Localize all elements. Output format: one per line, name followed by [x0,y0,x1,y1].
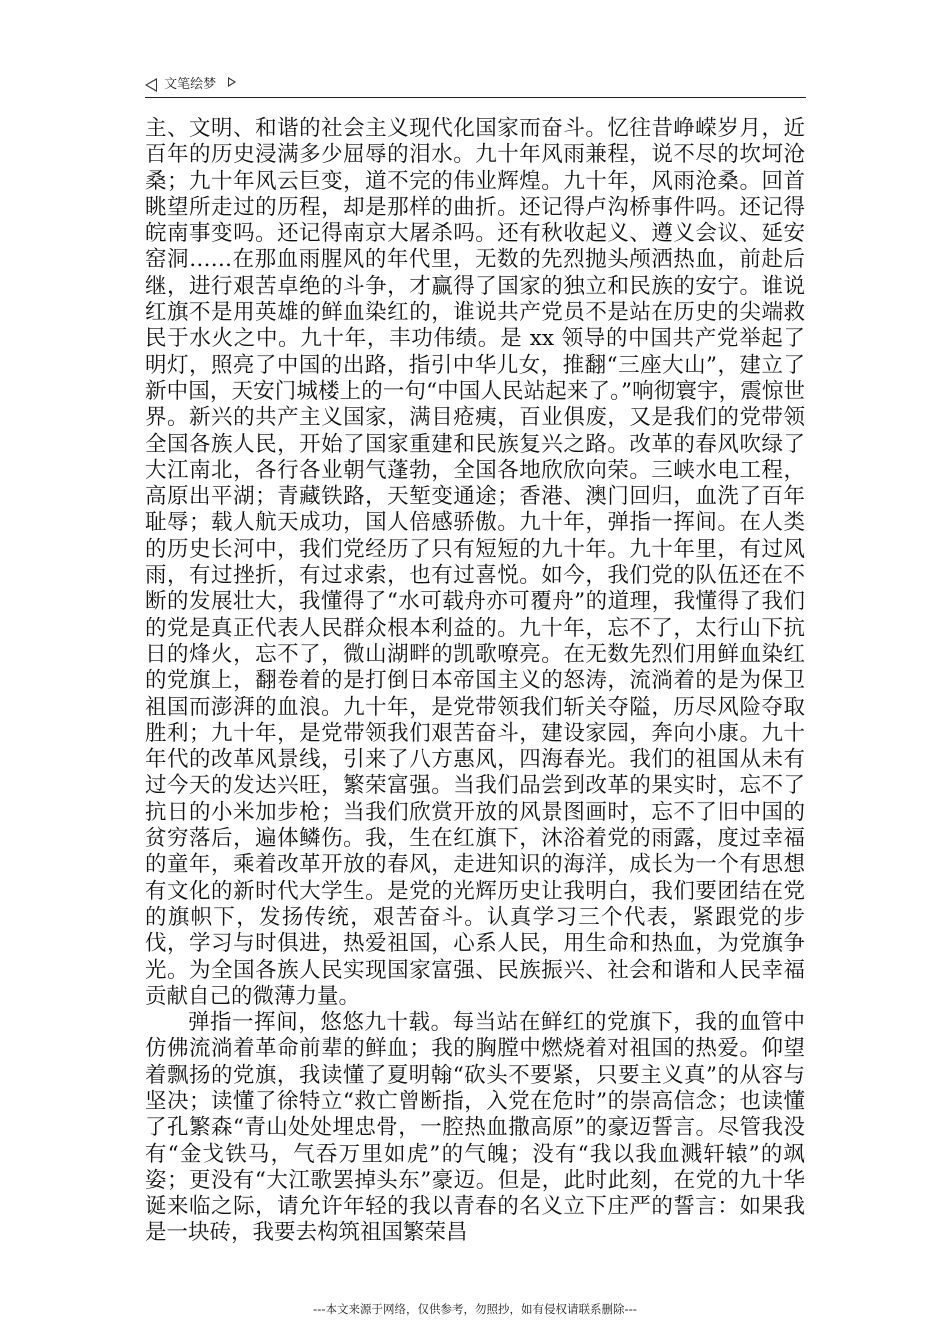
header-divider [145,97,806,98]
body-paragraph-1: 主、文明、和谐的社会主义现代化国家而奋斗。忆往昔峥嵘岁月，近百年的历史浸满多少屈辱的泪水。九十年风雨兼程，说不尽的坎坷沧桑；九十年风云巨变，道不完的伟业辉煌。九十年，风雨沧桑。回首眺望所走过的历程，却是那样的曲折。还记得卢沟桥事件吗。还记得皖南事变吗。还记得南京大屠杀吗。还有秋收起义、遵义会议、延安窑洞……在那血雨腥风的年代里，无数的先烈抛头颅洒热血，前赴后继，进行艰苦卓绝的斗争，才赢得了国家的独立和民族的安宁。谁说红旗不是用英雄的鲜血染红的，谁说共产党员不是站在历史的尖端救民于水火之中。九十年，丰功伟绩。是 xx 领导的中国共产党举起了明灯，照亮了中国的出路，指引中华儿女，推翻“三座大山”，建立了新中国，天安门城楼上的一句“中国人民站起来了。”响彻寰宇，震惊世界。新兴的共产主义国家，满目疮痍，百业俱废，又是我们的党带领全国各族人民，开始了国家重建和民族复兴之路。改革的春风吹绿了大江南北，各行各业朝气蓬勃，全国各地欣欣向荣。三峡水电工程，高原出平湖；青藏铁路，天堑变通途；香港、澳门回归，血洗了百年耻辱；载人航天成功，国人倍感骄傲。九十年，弹指一挥间。在人类的历史长河中，我们党经历了只有短短的九十年。九十年里，有过风雨，有过挫折，有过求索，也有过喜悦。如今，我们党的队伍还在不断的发展壮大，我懂得了“水可载舟亦可覆舟”的道理，我懂得了我们的党是真正代表人民群众根本利益的。九十年，忘不了，太行山下抗日的烽火，忘不了，微山湖畔的凯歌嘹亮。在无数先烈们用鲜血染红的党旗上，翻卷着的是打倒日本帝国主义的怒涛，流淌着的是为保卫祖国而澎湃的血浪。九十年，是党带领我们斩关夺隘，历尽风险夺取胜利；九十年，是党带领我们艰苦奋斗，建设家园，奔向小康。九十年代的改革风景线，引来了八方惠风，四海春光。我们的祖国从未有过今天的发达兴旺，繁荣富强。当我们品尝到改革的果实时，忘不了抗日的小米加步枪；当我们欣赏开放的风景图画时，忘不了旧中国的贫穷落后，遍体鳞伤。我，生在红旗下，沐浴着党的雨露，度过幸福的童年，乘着改革开放的春风，走进知识的海洋，成长为一个有思想有文化的新时代大学生。是党的光辉历史让我明白，我们要团结在党的旗帜下，发扬传统，艰苦奋斗。认真学习三个代表，紧跟党的步伐，学习与时俱进，热爱祖国，心系人民，用生命和热血，为党旗争光。为全国各族人民实现国家富强、民族振兴、社会和谐和人民幸福贡献自己的微薄力量。 [145,116,805,1009]
triangle-left-icon [145,78,157,92]
header-title: 文笔绘梦 [164,77,217,92]
triangle-right-icon [228,77,236,87]
document-body [145,116,805,1247]
body-paragraph-2: 弹指一挥间，悠悠九十载。每当站在鲜红的党旗下，我的血管中仿佛流淌着革命前辈的鲜血；我的胸膛中燃烧着对祖国的热爱。仰望着飘扬的党旗，我读懂了夏明翰“砍头不要紧，只要主义真”的从容与坚决；读懂了徐特立“救亡曾断指，入党在危时”的崇高信念；也读懂了孔繁森“青山处处埋忠骨，一腔热血撒高原”的豪迈誓言。尽管我没有“金戈铁马，气吞万里如虎”的气魄；没有“我以我血溅轩辕”的飒姿；更没有“大江歌罢掉头东”豪迈。但是，此时此刻，在党的九十华诞来临之际，请允许年轻的我以青春的名义立下庄严的誓言：如果我是一块砖，我要去构筑祖国繁荣昌 [145,1010,805,1246]
page-footer: ---本文来源于网络，仅供参考，勿照抄，如有侵权请联系删除--- [313,1302,637,1316]
page-header [145,74,805,96]
